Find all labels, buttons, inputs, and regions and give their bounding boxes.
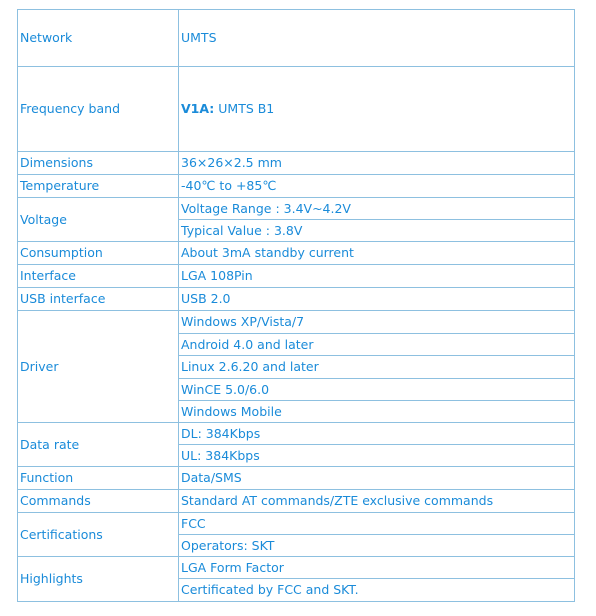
row-value-interface: LGA 108Pin	[179, 265, 575, 288]
row-label-commands: Commands	[18, 490, 179, 513]
row-value-consumption: About 3mA standby current	[179, 242, 575, 265]
table-row	[18, 311, 575, 334]
table-row	[18, 423, 575, 445]
row-value-data-rate-dl: DL: 384Kbps	[179, 423, 575, 445]
row-value-commands: Standard AT commands/ZTE exclusive commands	[179, 490, 575, 513]
table-row	[18, 513, 575, 535]
row-value-driver-4: WinCE 5.0/6.0	[179, 379, 575, 401]
row-label-interface: Interface	[18, 265, 179, 288]
row-value-highlights-2: Certificated by FCC and SKT.	[179, 579, 575, 602]
table-row	[18, 490, 575, 513]
table-row	[18, 198, 575, 220]
table-row	[18, 152, 575, 175]
spec-table	[17, 9, 575, 602]
row-value-driver-5: Windows Mobile	[179, 401, 575, 423]
row-value-data-rate-ul: UL: 384Kbps	[179, 445, 575, 467]
row-label-network: Network	[18, 10, 179, 67]
row-label-frequency-band: Frequency band	[18, 67, 179, 152]
table-row	[18, 242, 575, 265]
row-label-highlights: Highlights	[18, 557, 179, 602]
row-label-data-rate: Data rate	[18, 423, 179, 467]
row-value-driver-3: Linux 2.6.20 and later	[179, 356, 575, 379]
row-value-certifications-2: Operators: SKT	[179, 535, 575, 557]
row-label-consumption: Consumption	[18, 242, 179, 265]
row-value-certifications-1: FCC	[179, 513, 575, 535]
table-row	[18, 10, 575, 67]
table-row	[18, 265, 575, 288]
row-label-temperature: Temperature	[18, 175, 179, 198]
row-label-dimensions: Dimensions	[18, 152, 179, 175]
row-value-network: UMTS	[179, 10, 575, 67]
row-value-function: Data/SMS	[179, 467, 575, 490]
row-label-driver: Driver	[18, 311, 179, 423]
row-value-highlights-1: LGA Form Factor	[179, 557, 575, 579]
row-label-certifications: Certifications	[18, 513, 179, 557]
row-value-voltage-range: Voltage Range : 3.4V~4.2V	[179, 198, 575, 220]
row-label-function: Function	[18, 467, 179, 490]
row-value-driver-1: Windows XP/Vista/7	[179, 311, 575, 334]
row-label-voltage: Voltage	[18, 198, 179, 242]
row-value-frequency-band	[179, 67, 575, 152]
table-row	[18, 175, 575, 198]
row-value-dimensions: 36×26×2.5 mm	[179, 152, 575, 175]
frequency-band-value: UMTS B1	[214, 101, 275, 116]
row-value-voltage-typical: Typical Value : 3.8V	[179, 220, 575, 242]
table-row	[18, 67, 575, 152]
row-label-usb-interface: USB interface	[18, 288, 179, 311]
row-value-driver-2: Android 4.0 and later	[179, 334, 575, 356]
frequency-band-variant: V1A:	[181, 101, 215, 116]
table-row	[18, 288, 575, 311]
table-row	[18, 467, 575, 490]
table-row	[18, 557, 575, 579]
row-value-usb-interface: USB 2.0	[179, 288, 575, 311]
row-value-temperature: -40℃ to +85℃	[179, 175, 575, 198]
